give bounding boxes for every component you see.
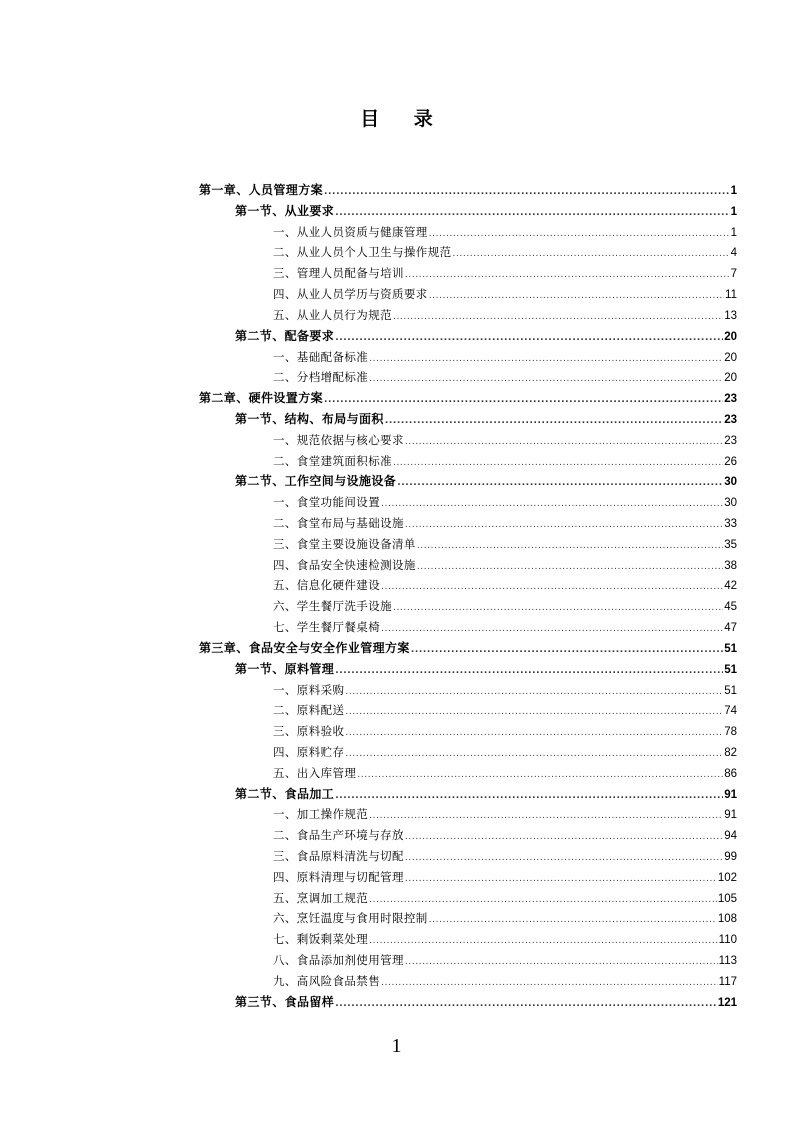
toc-dot-leader xyxy=(369,349,723,370)
toc-entry-label: 二、从业人员个人卫生与操作规范 xyxy=(273,245,452,260)
toc-entry-page-number: 20 xyxy=(724,330,737,343)
toc-entry-label: 一、原料采购 xyxy=(273,682,345,697)
toc-entry-label: 三、食堂主要设施设备清单 xyxy=(273,536,416,551)
toc-subsection-entry[interactable] xyxy=(199,908,737,929)
toc-subsection-entry[interactable] xyxy=(199,305,737,326)
toc-entry-label: 第二节、配备要求 xyxy=(235,328,335,343)
toc-section-entry[interactable] xyxy=(199,659,737,680)
toc-entry-page-number: 20 xyxy=(724,351,737,364)
toc-entry-label: 四、食品安全快速检测设施 xyxy=(273,557,416,572)
toc-subsection-entry[interactable] xyxy=(199,804,737,825)
page-title: 目 录 xyxy=(360,108,447,130)
toc-subsection-entry[interactable] xyxy=(199,367,737,388)
toc-dot-leader xyxy=(324,182,730,203)
toc-entry-page-number: 47 xyxy=(724,622,737,635)
toc-entry-label: 第二章、硬件设置方案 xyxy=(199,391,324,406)
toc-dot-leader xyxy=(345,682,723,703)
toc-dot-leader xyxy=(345,723,723,744)
toc-dot-leader xyxy=(381,973,718,994)
toc-entry-page-number: 23 xyxy=(724,434,737,447)
toc-subsection-entry[interactable] xyxy=(199,846,737,867)
toc-entry-page-number: 110 xyxy=(718,934,737,947)
toc-entry-page-number: 30 xyxy=(724,476,737,489)
toc-dot-leader xyxy=(369,369,723,390)
table-of-contents xyxy=(199,180,737,1013)
toc-dot-leader xyxy=(405,848,723,869)
toc-entry-page-number: 102 xyxy=(717,871,737,884)
toc-dot-leader xyxy=(381,619,723,640)
toc-subsection-entry[interactable] xyxy=(199,492,737,513)
toc-entry-label: 七、学生餐厅餐桌椅 xyxy=(273,620,381,635)
toc-dot-leader xyxy=(357,765,723,786)
toc-subsection-entry[interactable] xyxy=(199,575,737,596)
toc-section-entry[interactable] xyxy=(199,326,737,347)
toc-entry-label: 九、高风险食品禁售 xyxy=(273,973,381,988)
toc-entry-page-number: 94 xyxy=(724,830,737,843)
toc-entry-label: 五、信息化硬件建设 xyxy=(273,578,381,593)
toc-dot-leader xyxy=(335,786,723,807)
toc-entry-page-number: 35 xyxy=(724,538,737,551)
toc-entry-page-number: 1 xyxy=(730,226,737,239)
toc-entry-page-number: 99 xyxy=(724,851,737,863)
toc-entry-label: 第一节、结构、布局与面积 xyxy=(235,411,384,426)
toc-subsection-entry[interactable] xyxy=(199,971,737,992)
toc-entry-label: 三、食品原料清洗与切配 xyxy=(273,849,404,863)
toc-entry-page-number: 42 xyxy=(724,580,737,593)
toc-dot-leader xyxy=(369,806,723,827)
toc-entry-page-number: 74 xyxy=(724,705,737,718)
toc-subsection-entry[interactable] xyxy=(199,513,737,534)
toc-subsection-entry[interactable] xyxy=(199,950,737,971)
toc-entry-page-number: 51 xyxy=(724,684,737,697)
toc-entry-page-number: 51 xyxy=(724,642,737,655)
toc-subsection-entry[interactable] xyxy=(199,242,737,263)
toc-entry-label: 三、原料验收 xyxy=(273,724,345,739)
toc-entry-label: 四、原料贮存 xyxy=(273,744,345,759)
toc-dot-leader xyxy=(345,702,723,723)
toc-entry-page-number: 91 xyxy=(724,809,737,822)
toc-entry-page-number: 86 xyxy=(724,767,737,780)
toc-entry-label: 五、从业人员行为规范 xyxy=(273,307,392,322)
toc-entry-label: 八、食品添加剂使用管理 xyxy=(273,953,404,968)
toc-dot-leader xyxy=(405,869,717,890)
toc-subsection-entry[interactable] xyxy=(199,617,737,638)
toc-subsection-entry[interactable] xyxy=(199,451,737,472)
toc-entry-label: 六、烹饪温度与食用时限控制 xyxy=(273,911,428,926)
toc-dot-leader xyxy=(393,307,723,328)
toc-entry-label: 二、食品生产环境与存放 xyxy=(273,828,404,843)
toc-entry-label: 第三章、食品安全与安全作业管理方案 xyxy=(199,640,410,655)
toc-entry-label: 第二节、工作空间与设施设备 xyxy=(235,474,397,489)
toc-subsection-entry[interactable] xyxy=(199,596,737,617)
toc-dot-leader xyxy=(335,994,717,1015)
toc-subsection-entry[interactable] xyxy=(199,534,737,555)
toc-chapter-entry[interactable] xyxy=(199,388,737,409)
toc-dot-leader xyxy=(385,411,723,432)
toc-dot-leader xyxy=(369,931,717,952)
toc-dot-leader xyxy=(453,244,730,265)
toc-entry-label: 第二节、食品加工 xyxy=(235,786,335,801)
toc-dot-leader xyxy=(429,286,724,307)
toc-subsection-entry[interactable] xyxy=(199,222,737,243)
toc-entry-page-number: 7 xyxy=(730,268,737,281)
toc-subsection-entry[interactable] xyxy=(199,742,737,763)
page-number: 1 xyxy=(391,1035,402,1057)
toc-dot-leader xyxy=(335,661,723,682)
toc-entry-label: 二、食堂布局与基础设施 xyxy=(273,516,404,530)
toc-chapter-entry[interactable] xyxy=(199,638,737,659)
toc-entry-label: 一、加工操作规范 xyxy=(273,807,369,822)
toc-entry-label: 一、食堂功能间设置 xyxy=(273,495,381,510)
toc-dot-leader xyxy=(411,640,723,661)
toc-entry-page-number: 117 xyxy=(718,975,737,988)
toc-dot-leader xyxy=(345,744,723,765)
toc-entry-page-number: 13 xyxy=(724,309,737,322)
toc-subsection-entry[interactable] xyxy=(199,700,737,721)
toc-subsection-entry[interactable] xyxy=(199,888,737,909)
toc-entry-page-number: 23 xyxy=(724,413,737,426)
toc-subsection-entry[interactable] xyxy=(199,284,737,305)
toc-entry-page-number: 1 xyxy=(730,205,737,218)
toc-dot-leader xyxy=(405,265,730,286)
toc-entry-page-number: 30 xyxy=(724,497,737,510)
toc-entry-label: 六、学生餐厅洗手设施 xyxy=(273,599,392,614)
toc-subsection-entry[interactable] xyxy=(199,263,737,284)
toc-entry-page-number: 108 xyxy=(717,913,737,926)
toc-entry-label: 第三节、食品留样 xyxy=(235,994,335,1009)
toc-entry-label: 五、出入库管理 xyxy=(273,765,357,780)
toc-entry-page-number: 105 xyxy=(717,892,737,905)
toc-entry-label: 第一节、原料管理 xyxy=(235,661,335,676)
toc-entry-page-number: 26 xyxy=(724,455,737,468)
toc-entry-page-number: 38 xyxy=(724,559,737,572)
toc-entry-page-number: 121 xyxy=(717,996,737,1009)
toc-dot-leader xyxy=(393,453,723,474)
toc-section-entry[interactable] xyxy=(199,784,737,805)
toc-subsection-entry[interactable] xyxy=(199,721,737,742)
toc-subsection-entry[interactable] xyxy=(199,867,737,888)
toc-dot-leader xyxy=(405,952,718,973)
toc-subsection-entry[interactable] xyxy=(199,430,737,451)
toc-section-entry[interactable] xyxy=(199,992,737,1013)
toc-entry-label: 七、剩饭剩菜处理 xyxy=(273,932,369,947)
toc-entry-page-number: 11 xyxy=(725,289,737,302)
toc-entry-page-number: 20 xyxy=(724,372,737,385)
toc-dot-leader xyxy=(397,473,723,494)
toc-entry-label: 四、从业人员学历与资质要求 xyxy=(273,287,428,302)
toc-dot-leader xyxy=(335,203,729,224)
toc-entry-page-number: 91 xyxy=(724,788,737,801)
toc-subsection-entry[interactable] xyxy=(199,929,737,950)
toc-entry-page-number: 51 xyxy=(724,663,737,676)
toc-dot-leader xyxy=(417,536,723,557)
toc-entry-label: 一、规范依据与核心要求 xyxy=(273,432,404,447)
toc-entry-page-number: 1 xyxy=(730,185,737,197)
toc-dot-leader xyxy=(393,598,723,619)
toc-entry-page-number: 4 xyxy=(730,247,737,260)
toc-dot-leader xyxy=(429,910,717,931)
toc-section-entry[interactable] xyxy=(199,409,737,430)
toc-entry-page-number: 45 xyxy=(724,601,737,614)
toc-subsection-entry[interactable] xyxy=(199,347,737,368)
toc-entry-label: 二、食堂建筑面积标准 xyxy=(273,453,392,468)
toc-dot-leader xyxy=(429,224,730,245)
toc-dot-leader xyxy=(405,515,723,536)
toc-subsection-entry[interactable] xyxy=(199,555,737,576)
toc-section-entry[interactable] xyxy=(199,201,737,222)
toc-entry-label: 第一章、人员管理方案 xyxy=(199,183,324,197)
toc-entry-label: 五、烹调加工规范 xyxy=(273,890,369,905)
toc-entry-label: 三、管理人员配备与培训 xyxy=(273,266,404,281)
toc-subsection-entry[interactable] xyxy=(199,763,737,784)
toc-entry-page-number: 78 xyxy=(724,726,737,739)
toc-dot-leader xyxy=(405,432,723,453)
toc-entry-label: 一、基础配备标准 xyxy=(273,349,369,364)
toc-dot-leader xyxy=(381,494,723,515)
toc-entry-label: 第一节、从业要求 xyxy=(235,203,335,218)
toc-entry-label: 四、原料清理与切配管理 xyxy=(273,869,404,884)
toc-dot-leader xyxy=(417,557,723,578)
toc-entry-label: 二、原料配送 xyxy=(273,703,345,718)
toc-entry-page-number: 113 xyxy=(718,955,737,968)
toc-chapter-entry[interactable] xyxy=(199,180,737,201)
toc-dot-leader xyxy=(369,890,717,911)
toc-dot-leader xyxy=(381,577,723,598)
toc-section-entry[interactable] xyxy=(199,471,737,492)
toc-subsection-entry[interactable] xyxy=(199,680,737,701)
toc-dot-leader xyxy=(324,390,723,411)
toc-entry-page-number: 33 xyxy=(724,518,737,530)
toc-dot-leader xyxy=(405,827,723,848)
toc-entry-page-number: 23 xyxy=(724,393,737,406)
toc-entry-label: 一、从业人员资质与健康管理 xyxy=(273,224,428,239)
toc-dot-leader xyxy=(335,328,723,349)
toc-subsection-entry[interactable] xyxy=(199,825,737,846)
toc-entry-page-number: 82 xyxy=(724,746,737,759)
toc-entry-label: 二、分档增配标准 xyxy=(273,370,369,385)
